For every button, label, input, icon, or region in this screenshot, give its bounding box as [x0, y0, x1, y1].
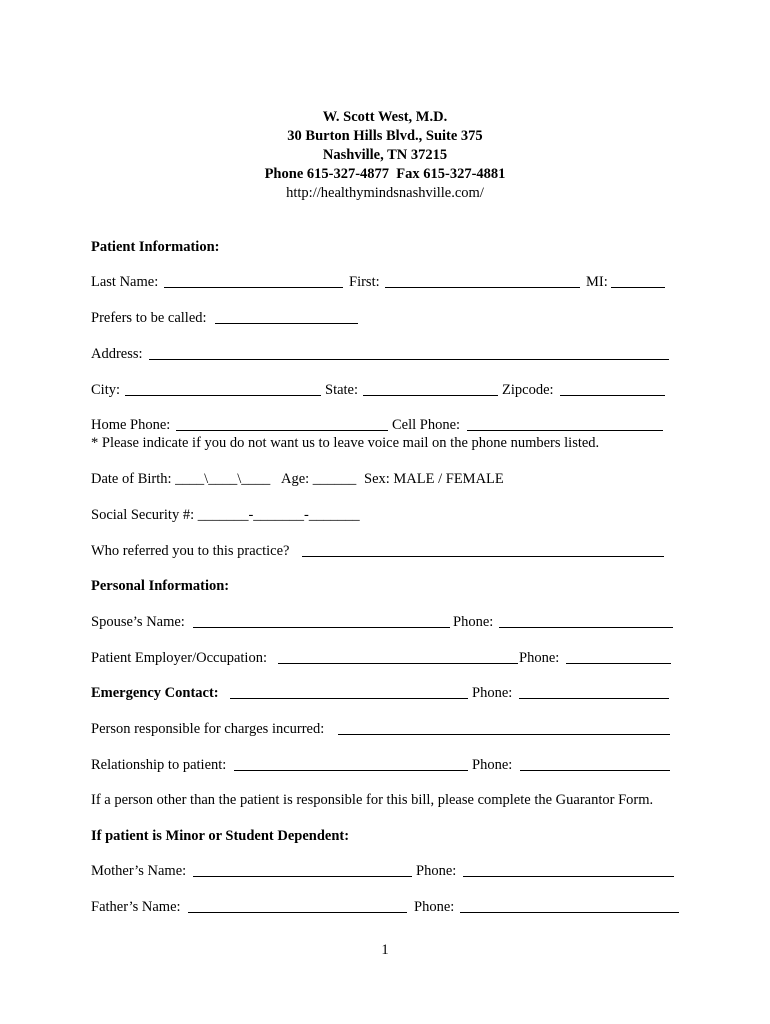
father-name-field[interactable] [188, 897, 407, 913]
spouse-phone-label: Phone: [453, 614, 494, 630]
cell-phone-field[interactable] [467, 415, 663, 431]
mother-phone-label: Phone: [416, 863, 457, 879]
practice-phone-fax: Phone 615-327-4877 Fax 615-327-4881 [264, 166, 506, 182]
mother-name-label: Mother’s Name: [91, 863, 187, 879]
sex-selection[interactable]: Sex: MALE / FEMALE [364, 471, 504, 487]
age-field[interactable]: Age: ______ [281, 471, 357, 487]
address-field[interactable] [149, 344, 669, 360]
responsible-party-label: Person responsible for charges incurred: [91, 721, 325, 737]
employer-label: Patient Employer/Occupation: [91, 650, 267, 666]
relationship-phone-label: Phone: [472, 757, 513, 773]
zipcode-field[interactable] [560, 380, 665, 396]
practice-header [0, 108, 770, 203]
patient-info-heading: Patient Information: [91, 239, 220, 255]
father-phone-label: Phone: [414, 899, 455, 915]
last-name-field[interactable] [164, 272, 343, 288]
ssn-field[interactable]: Social Security #: _______-_______-_______ [91, 507, 360, 523]
mi-label: MI: [586, 274, 608, 290]
first-name-field[interactable] [385, 272, 580, 288]
spouse-name-label: Spouse’s Name: [91, 614, 185, 630]
home-phone-field[interactable] [176, 415, 388, 431]
state-label: State: [325, 382, 359, 398]
referral-label: Who referred you to this practice? [91, 543, 290, 559]
emergency-phone-label: Phone: [472, 685, 513, 701]
city-field[interactable] [125, 380, 321, 396]
spouse-name-field[interactable] [193, 612, 450, 628]
emergency-phone-field[interactable] [519, 683, 669, 699]
preferred-name-label: Prefers to be called: [91, 310, 207, 326]
practice-address-line2: Nashville, TN 37215 [322, 147, 448, 163]
city-label: City: [91, 382, 121, 398]
responsible-party-field[interactable] [338, 719, 670, 735]
father-phone-field[interactable] [460, 897, 679, 913]
state-field[interactable] [363, 380, 498, 396]
preferred-name-field[interactable] [215, 308, 358, 324]
emergency-contact-label: Emergency Contact: [91, 685, 219, 701]
address-label: Address: [91, 346, 143, 362]
mother-name-field[interactable] [193, 861, 412, 877]
guarantor-note: If a person other than the patient is responsible for this bill, please complete the Guarantor Form. [91, 792, 654, 808]
minor-dependent-heading: If patient is Minor or Student Dependent: [91, 828, 350, 844]
employer-phone-field[interactable] [566, 648, 671, 664]
voicemail-note: * Please indicate if you do not want us to leave voice mail on the phone numbers listed. [91, 435, 600, 451]
cell-phone-label: Cell Phone: [392, 417, 461, 433]
zipcode-label: Zipcode: [502, 382, 554, 398]
mother-phone-field[interactable] [463, 861, 674, 877]
emergency-contact-field[interactable] [230, 683, 468, 699]
practice-address-line1: 30 Burton Hills Blvd., Suite 375 [287, 128, 483, 144]
spouse-phone-field[interactable] [499, 612, 673, 628]
employer-field[interactable] [278, 648, 518, 664]
home-phone-label: Home Phone: [91, 417, 171, 433]
first-name-label: First: [349, 274, 380, 290]
relationship-phone-field[interactable] [520, 755, 670, 771]
page-number: 1 [381, 942, 389, 958]
last-name-label: Last Name: [91, 274, 159, 290]
father-name-label: Father’s Name: [91, 899, 181, 915]
practice-website: http://healthymindsnashville.com/ [286, 185, 484, 201]
relationship-label: Relationship to patient: [91, 757, 227, 773]
relationship-field[interactable] [234, 755, 468, 771]
doctor-name: W. Scott West, M.D. [322, 109, 448, 125]
dob-field[interactable]: Date of Birth: ____\____\____ [91, 471, 271, 487]
mi-field[interactable] [611, 272, 665, 288]
referral-field[interactable] [302, 541, 664, 557]
employer-phone-label: Phone: [519, 650, 560, 666]
personal-info-heading: Personal Information: [91, 578, 230, 594]
